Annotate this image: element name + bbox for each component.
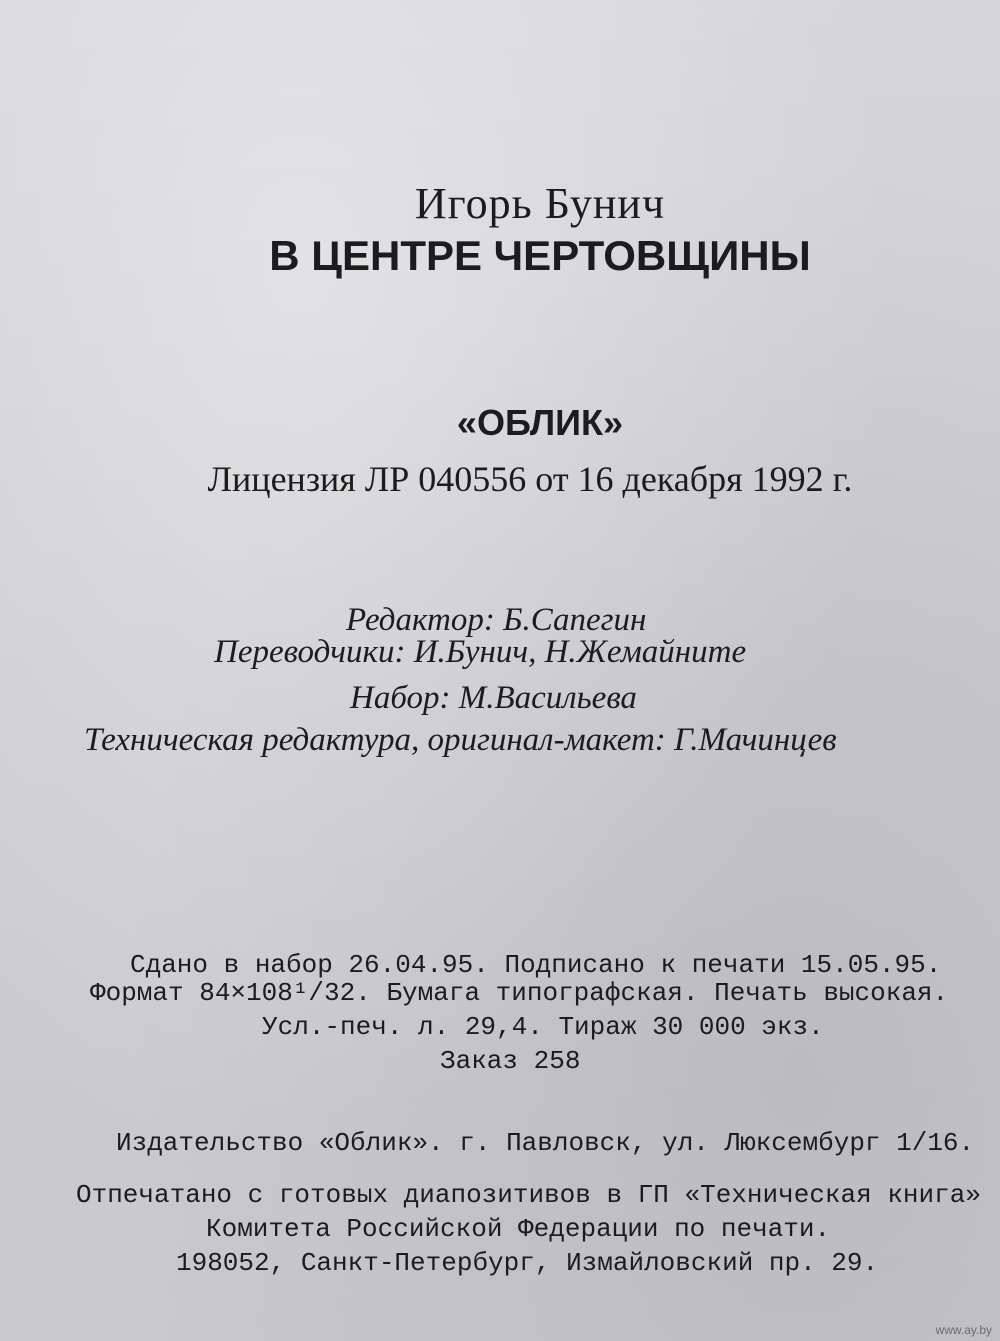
publisher-license: Лицензия ЛР 040556 от 16 декабря 1992 г. [207,459,853,499]
credit-typesetting: Набор: М.Васильева [350,680,637,716]
author-name: Игорь Бунич [414,179,666,228]
watermark-text: www.ay.by [935,1323,992,1337]
credit-translators: Переводчики: И.Бунич, Н.Жемайните [214,634,747,670]
imprint-order: Заказ 258 [440,1046,581,1076]
publisher-name: «ОБЛИК» [456,402,624,443]
imprint-print-run: Усл.-печ. л. 29,4. Тираж 30 000 экз. [262,1012,824,1042]
printer-line-1: Отпечатано с готовых диапозитивов в ГП «Техническая книга» [76,1180,981,1210]
credit-technical-editing: Техническая редактура, оригинал-макет: Г.Мачинцев [84,722,837,758]
imprint-dates: Сдано в набор 26.04.95. Подписано к печати 15.05.95. [130,950,942,980]
publisher-address: Издательство «Облик». г. Павловск, ул. Люксембург 1/16. [116,1128,975,1158]
imprint-format: Формат 84×108¹/32. Бумага типографская. Печать высокая. [90,978,949,1008]
book-title: В ЦЕНТРЕ ЧЕРТОВЩИНЫ [269,232,811,279]
credit-editor: Редактор: Б.Сапегин [346,602,647,638]
printer-line-3: 198052, Санкт-Петербург, Измайловский пр. 29. [176,1248,879,1278]
printer-line-2: Комитета Российской Федерации по печати. [206,1214,831,1244]
